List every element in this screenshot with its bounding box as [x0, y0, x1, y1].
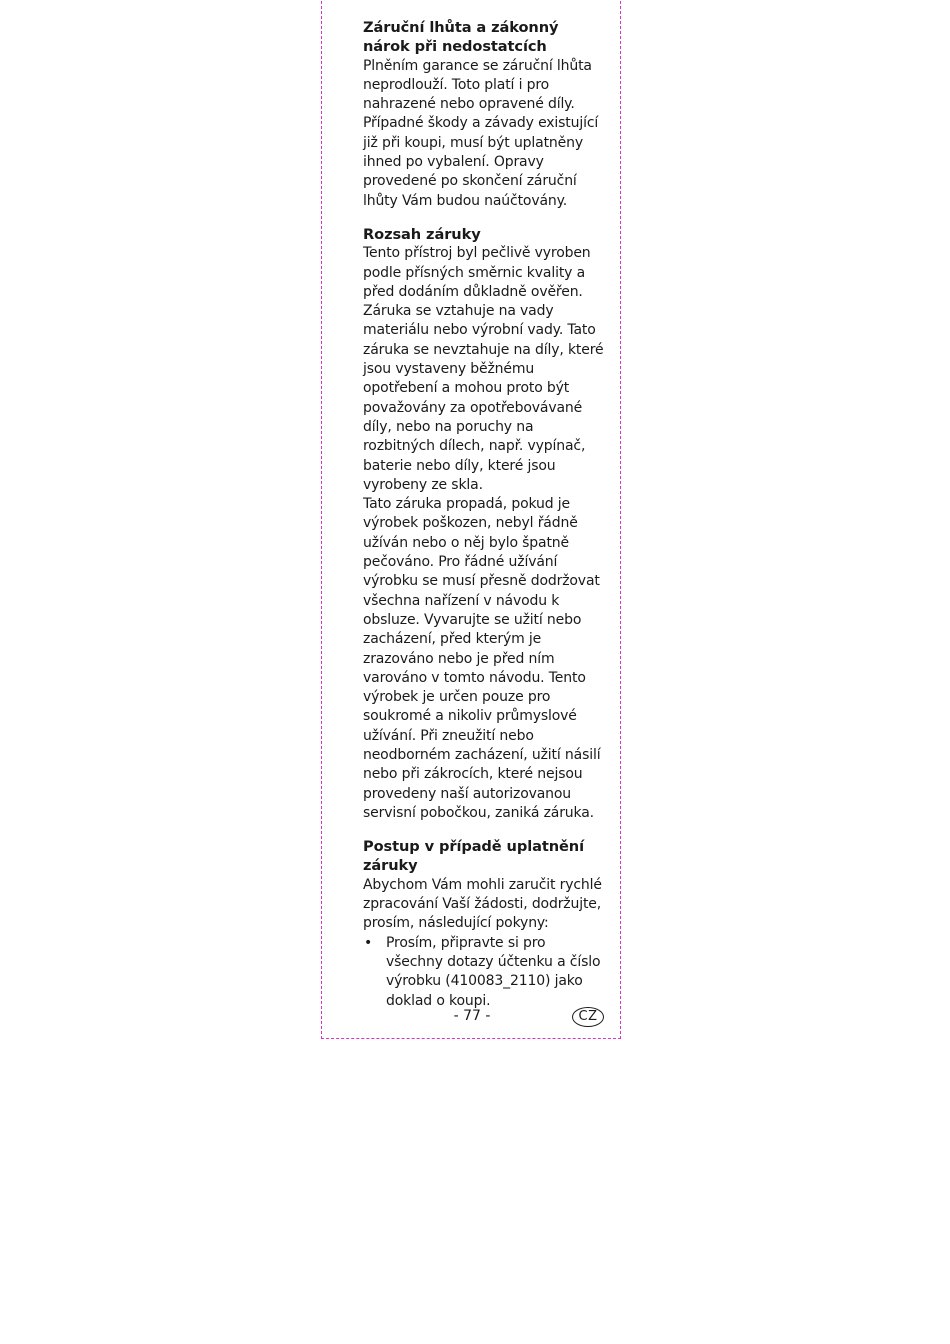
section-heading: Postup v případě uplatnění záruky — [363, 838, 585, 875]
list-item — [363, 934, 605, 1011]
page-footer — [321, 1007, 621, 1029]
page-number: - 77 - — [453, 1008, 491, 1024]
bullet-icon: • — [364, 934, 373, 951]
section-paragraph: Tato záruka propadá, pokud je výrobek poškozen, nebyl řádně užíván nebo o něj bylo špatně pečováno. Pro řádné užívání výrobku se musí přesně dodržovat všechna nařízení v návodu k obsluze. Vyvarujte se užití nebo zacházení, před kterým je zrazováno nebo je před ním varováno v tomto návodu. Tento výrobek je určen pouze pro soukromé a nikoliv průmyslové užívání. Při zneužití nebo neodborném zacházení, užití násilí nebo při zákrocích, které nejsou provedeny naší autorizovanou servisní pobočkou, zaniká záruka. — [363, 496, 601, 821]
section-paragraph: Plněním garance se záruční lhůta neprodlouží. Toto platí i pro nahrazené nebo opravené díly. Případné škody a závady existující již při koupi, musí být uplatněny ihned po vybalení. Opravy provedené po skončení záruční lhůty Vám budou naúčtovány. — [363, 57, 599, 209]
section-warranty-procedure — [363, 837, 605, 1011]
section-heading: Záruční lhůta a zákonný nárok při nedostatcích — [363, 19, 559, 56]
section-paragraph: Tento přístroj byl pečlivě vyroben podle přísných směrnic kvality a před dodáním důkladně ověřen. Záruka se vztahuje na vady materiálu nebo výrobní vady. Tato záruka se nevztahuje na díly, které jsou vystaveny běžnému opotřebení a mohou proto být považovány za opotřebovávané díly, nebo na poruchy na rozbitných dílech, např. vypínač, baterie nebo díly, které jsou vyrobeny ze skla. — [363, 245, 604, 493]
list-item-text: Prosím, připravte si pro všechny dotazy účtenku a číslo výrobku (410083_2110) jako doklad o koupi. — [386, 934, 601, 1009]
instruction-list — [363, 934, 605, 1011]
document-body — [363, 18, 605, 1025]
section-warranty-scope — [363, 225, 605, 823]
section-heading: Rozsah záruky — [363, 225, 481, 243]
section-warranty-period — [363, 18, 605, 211]
section-paragraph: Abychom Vám mohli zaručit rychlé zpracování Vaší žádosti, dodržujte, prosím, následující pokyny: — [363, 876, 602, 932]
country-code-badge: CZ — [572, 1007, 604, 1027]
